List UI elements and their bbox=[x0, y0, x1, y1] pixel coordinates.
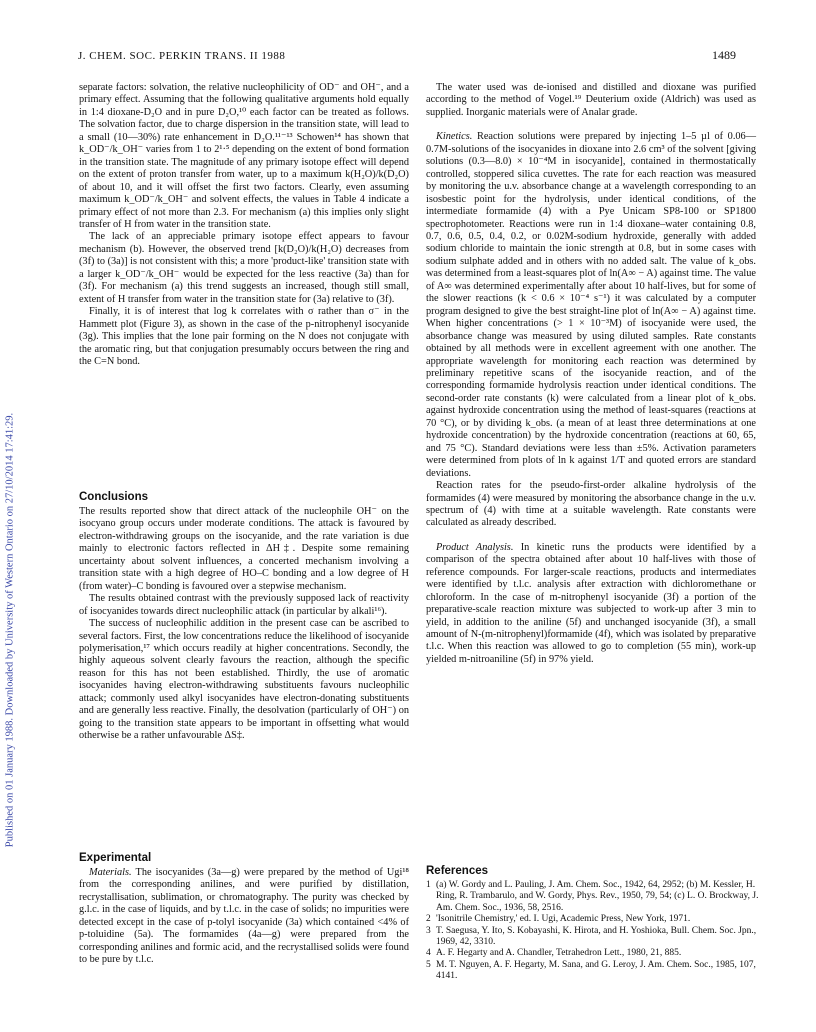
paragraph: Finally, it is of interest that log k correlates with σ rather than σ⁻ in the Hammett plot (Figure 3), as shown in the case of the p-nitrophenyl isocyanide (3g). This implies that the lone pair forming on the N does not conjugate with the aromatic ring, but that conjugation presumably occurs between the ring and the C=N bond. bbox=[79, 306, 409, 367]
experimental-section bbox=[79, 867, 409, 967]
left-column bbox=[79, 82, 409, 368]
paragraph: The success of nucleophilic addition in the present case can be ascribed to several factors. First, the low concentrations reduce the likelihood of isocyanide polymerisation,¹⁷ which occurs readily at higher concentrations. Secondly, the highly aqueous solvent clearly favours the reaction, although the specific reason for this has not been established. Thirdly, the use of aromatic isocyanides having electron-withdrawing substituents favours nucleophilic attack; commonly used alkyl isocyanides have electron-donating substituents and are generally less reactive. Finally, the desolvation (particularly of OH⁻) on going to the transition state appears to be important in offsetting what would otherwise be a rather unfavourable ΔS‡. bbox=[79, 618, 409, 742]
paragraph: The isocyanides (3a—g) were prepared by the method of Ugi¹⁸ from the corresponding anilines, and were purified by distillation, recrystallisation, sublimation, or chromatography. The purity was checked by g.l.c. in the case of liquids, and by t.l.c. in the case of solids; no impurities were detected except in the case of p-tolyl isocyanide (3a) which contained <4% of p-toluidine (5a). The formamides (4a—g) were prepared from the corresponding anilines and formic acid, and the recrystallised solids were found to be pure by t.l.c. bbox=[79, 867, 409, 966]
experimental-heading: Experimental bbox=[79, 852, 152, 864]
reference-text: T. Saegusa, Y. Ito, S. Kobayashi, K. Hirota, and H. Yoshioka, Bull. Chem. Soc. Jpn., 1969, 42, 3310. bbox=[436, 925, 757, 948]
page-number: 1489 bbox=[712, 48, 736, 62]
reference-number: 1 bbox=[426, 880, 431, 890]
conclusions-section bbox=[79, 506, 409, 743]
paragraph: Reaction solutions were prepared by injecting 1–5 µl of 0.06—0.7M-solutions of the isocyanides in dioxane into 2.6 cm³ of the solvent [giving solutions (0.3—8.0) × 10⁻⁴M in isocyanide], contained in thermostatically controlled, stoppered silica cuvettes. The rate for each reaction was measured by monitoring the u.v. absorbance change at a wavelength corresponding to an isosbestic point for the hydrolysis, under identical conditions, of the intermediate formamide (4) with a Pye Unicam SP8-100 or SP1800 spectrophotometer. Reactions were run in 1:4 dioxane–water containing 0.8, 0.7, 0.6, 0.5, 0.4, 0.2, or 0.02M-sodium hydroxide, generally with added sodium chloride to maintain the ionic strength at 0.8, but in some cases with sodium sulphate added and in others with no added salt. The value of k_obs. was determined from a least-squares plot of ln(A∞ − A) against time. The value of A∞ was determined experimentally after about 10 half-lives, but for some of the slower reactions (k < 0.6 × 10⁻⁴ s⁻¹) it was calculated by a computer program designed to give the best straight-line plot of ln(A∞ − A) against time. When higher concentrations (> 1 × 10⁻³M) of isocyanide were used, the absorbance change was measured by using diluted samples. Rate constants obtained by all methods were in excellent agreement with one another. The appropriate wavelength for monitoring each reaction was determined by preliminary repetitive scans of the isocyanide reaction, and of the corresponding formamide hydrolysis reaction under identical conditions. The second-order rate constants (k) were calculated from a linear plot of k_obs. against hydroxide concentration using the method of least-squares (reactions at 70 °C), or by dividing k_obs. (a mean of at least three determinations at one hydroxide concentration) by the hydroxide concentration (reactions at 60, 65, and 75 °C). Standard deviations were less than ±5%. Activation parameters were determined from plots of ln k against 1/T and quoted errors are standard deviations. bbox=[426, 131, 756, 479]
references-heading: References bbox=[426, 865, 489, 877]
reference-text: A. F. Hegarty and A. Chandler, Tetrahedron Lett., 1980, 21, 885. bbox=[436, 948, 682, 959]
paragraph: separate factors: solvation, the relative nucleophilicity of OD⁻ and OH⁻, and a primary effect. Assuming that the following qualitative arguments hold equally in 1:4 dioxane-D₂O and in pure D₂O,¹⁰ each factor can be treated as follows. The solvation factor, due to charge dispersion in the transition state, will lead to a small (10—30%) rate enhancement in D₂O.¹¹⁻¹³ Schowen¹⁴ has shown that k_OD⁻/k_OH⁻ varies from 1 to 2¹·⁵ depending on the extent of bond formation in the transition state. The magnitude of any primary isotope effect will depend on the extent of proton transfer from water, up to a maximum k(H₂O)/k(D₂O) of about 10, and it will offset the first two factors. Clearly, even assuming maximum k_OD⁻/k_OH⁻ and solvent effects, the values in Table 4 indicate a primary effect of not more than 2.3. For mechanism (a) this implies only slight transfer of H from water in the transition state. bbox=[79, 82, 409, 230]
reference-text: (a) W. Gordy and L. Pauling, J. Am. Chem. Soc., 1942, 64, 2952; (b) M. Kessler, H. Ring, R. Trambarulo, and W. Gordy, Phys. Rev., 1950, 79, 54; (c) L. O. Brockway, J. Am. Chem. Soc., 1936, 58, 2516. bbox=[436, 880, 759, 913]
reference-number: 5 bbox=[426, 959, 431, 970]
materials-label: Materials. bbox=[89, 867, 132, 878]
reference-item bbox=[426, 926, 760, 949]
reference-item bbox=[426, 948, 760, 959]
paragraph: Reaction rates for the pseudo-first-order alkaline hydrolysis of the formamides (4) were measured by monitoring the absorbance change in the u.v. spectrum of (4) with time at a suitable wavelength. Rate constants were calculated as already described. bbox=[426, 480, 756, 529]
reference-item bbox=[426, 880, 760, 914]
reference-text: M. T. Nguyen, A. F. Hegarty, M. Sana, and G. Leroy, J. Am. Chem. Soc., 1985, 107, 4141. bbox=[436, 959, 756, 982]
reference-number: 4 bbox=[426, 948, 431, 959]
download-watermark bbox=[0, 320, 20, 940]
reference-number: 3 bbox=[426, 925, 431, 936]
running-header: J. CHEM. SOC. PERKIN TRANS. II 1988 bbox=[78, 50, 286, 62]
paragraph: The lack of an appreciable primary isotope effect appears to favour mechanism (b). However, the observed trend [k(D₂O)/k(H₂O) decreases from (3f) to (3a)] is not consistent with this; a more 'product-like' transition state with a larger k_OD⁻/k_OH⁻ would be expected for the less reactive (3a) than for (3f). For mechanism (a) this trend suggests an increased, though still small, extent of H transfer from water in the transition state for (3a) relative to (3f). bbox=[79, 231, 409, 305]
reference-list bbox=[426, 880, 760, 983]
reference-item bbox=[426, 914, 760, 925]
paragraph: The results obtained contrast with the previously supposed lack of reactivity of isocyanides towards direct nucleophilic attack (in particular by alkali¹⁶). bbox=[79, 593, 409, 617]
product-analysis-label: Product Analysis. bbox=[436, 541, 514, 553]
download-watermark-text: Published on 01 January 1988. Downloaded by University of Western Ontario on 27/10/2014 17:41:29. bbox=[4, 412, 16, 848]
reference-number: 2 bbox=[426, 914, 431, 925]
reference-item bbox=[426, 960, 760, 983]
right-column bbox=[426, 82, 756, 666]
paragraph: The results reported show that direct attack of the nucleophile OH⁻ on the isocyano group occurs under moderate conditions. The attack is favoured by electron-withdrawing groups on the isocyanide, and the rate variation is due mainly to electronic factors reflected in ΔH‡. Despite some remaining uncertainty about solvent influences, a concerted mechanism involving a transition state with a high degree of HO–C bonding and a low degree of H (from water)–C bonding is favoured over a stepwise mechanism. bbox=[79, 506, 409, 592]
paragraph: In kinetic runs the products were identified by a comparison of the spectra obtained after about 10 half-lives with those of reference compounds. For larger-scale reactions, products and intermediates were identified by t.l.c. analysis after extraction with dichloromethane or chloroform. In the case of m-nitrophenyl isocyanide (3f) a portion of the preparative-scale reaction mixture was subjected to work-up after 3 min to yield, in addition to the aniline (5f) and unchanged isocyanide (3f), a small amount of N-(m-nitrophenyl)formamide (4f), which was isolated by preparative t.l.c. When this reaction was allowed to go to completion (55 min), work-up yielded m-nitroaniline (5f) in 97% yield. bbox=[426, 541, 757, 665]
paragraph: The water used was de-ionised and distilled and dioxane was purified according to the method of Vogel.¹⁹ Deuterium oxide (Aldrich) was used as supplied. Inorganic materials were of Analar grade. bbox=[426, 82, 756, 118]
reference-text: 'Isonitrile Chemistry,' ed. I. Ugi, Academic Press, New York, 1971. bbox=[436, 914, 691, 925]
conclusions-heading: Conclusions bbox=[79, 491, 149, 503]
kinetics-label: Kinetics. bbox=[436, 131, 473, 143]
